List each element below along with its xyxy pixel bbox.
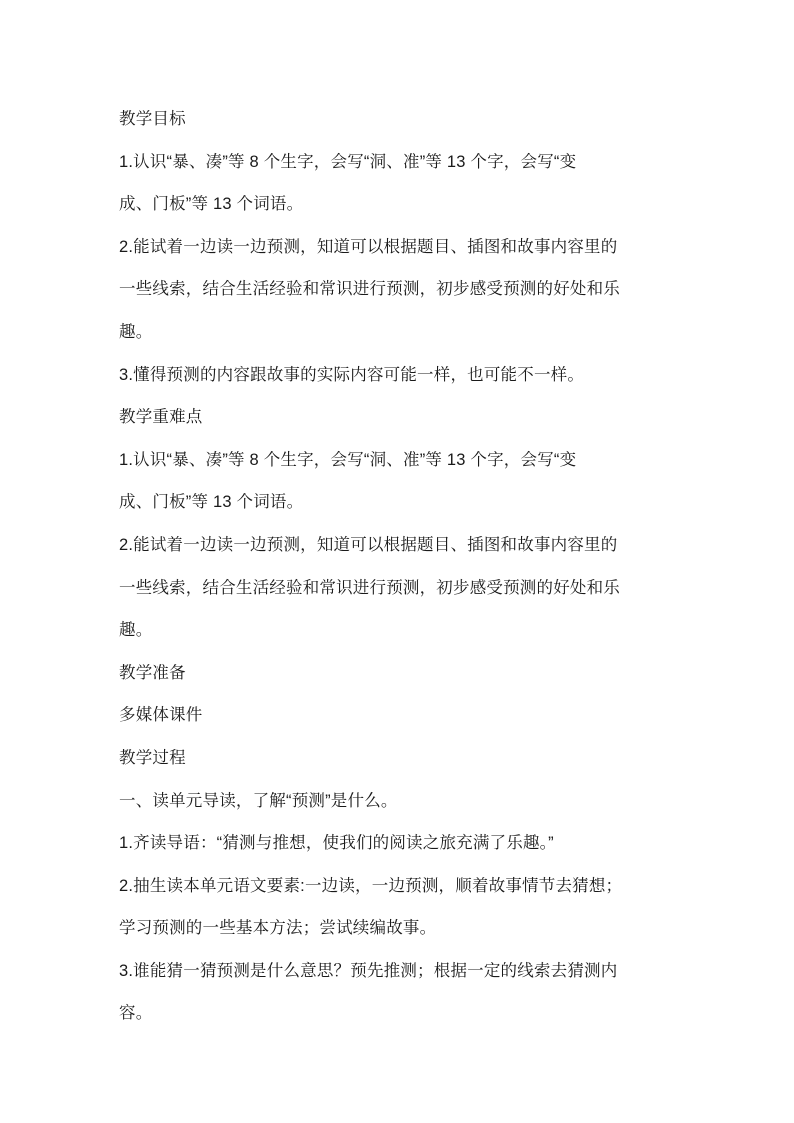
text-line: 2.抽生读本单元语文要素:一边读，一边预测，顺着故事情节去猜想； bbox=[119, 876, 623, 895]
text-line: 成、门板”等 13 个词语。 bbox=[119, 493, 304, 512]
section-heading-objectives: 教学目标 bbox=[119, 110, 186, 128]
text-line: 趣。 bbox=[119, 621, 153, 640]
text-line: 2.能试着一边读一边预测，知道可以根据题目、插图和故事内容里的 bbox=[119, 535, 618, 554]
text-line: 2.能试着一边读一边预测，知道可以根据题目、插图和故事内容里的 bbox=[119, 237, 618, 256]
text-line: 一些线索，结合生活经验和常识进行预测，初步感受预测的好处和乐 bbox=[119, 280, 620, 299]
text-line: 1.齐读导语：“猜测与推想，使我们的阅读之旅充满了乐趣。” bbox=[119, 834, 554, 853]
text-line: 趣。 bbox=[119, 322, 153, 341]
text-line: 一、读单元导读，了解“预测”是什么。 bbox=[119, 791, 398, 810]
section-heading-key-points: 教学重难点 bbox=[119, 408, 203, 427]
text-line: 3.谁能猜一猜预测是什么意思？预先推测；根据一定的线索去猜测内 bbox=[119, 961, 618, 980]
text-line: 容。 bbox=[119, 1004, 153, 1023]
text-line: 学习预测的一些基本方法；尝试续编故事。 bbox=[119, 919, 437, 938]
text-line: 多媒体课件 bbox=[119, 706, 203, 725]
text-line: 1.认识“暴、凑”等 8 个生字，会写“洞、准”等 13 个字，会写“变 bbox=[119, 450, 577, 469]
section-heading-process: 教学过程 bbox=[119, 748, 186, 767]
text-line: 1.认识“暴、凑”等 8 个生字，会写“洞、准”等 13 个字，会写“变 bbox=[119, 152, 577, 171]
text-line: 3.懂得预测的内容跟故事的实际内容可能一样，也可能不一样。 bbox=[119, 365, 585, 384]
text-line: 一些线索，结合生活经验和常识进行预测，初步感受预测的好处和乐 bbox=[119, 578, 620, 597]
document-body bbox=[119, 98, 689, 1035]
text-line: 成、门板”等 13 个词语。 bbox=[119, 195, 304, 214]
section-heading-preparation: 教学准备 bbox=[119, 663, 186, 682]
